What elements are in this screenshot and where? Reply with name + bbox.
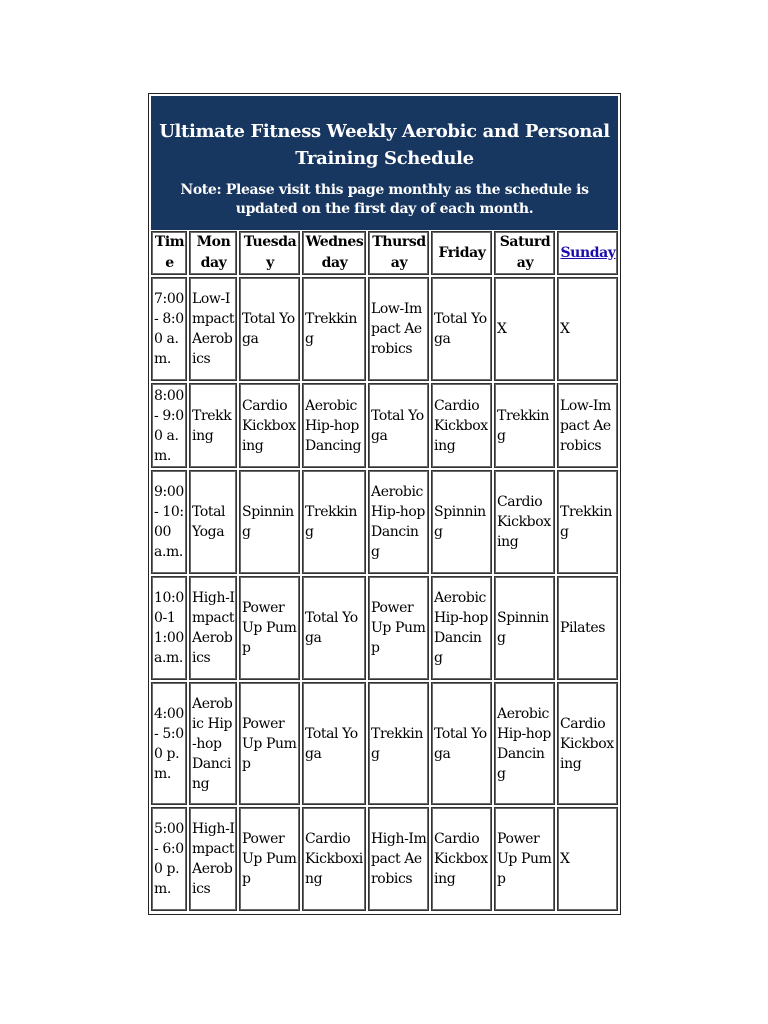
sunday-link[interactable]: Sunday xyxy=(560,244,616,261)
class-cell: Aerobic Hip-hop Dancing xyxy=(302,383,366,468)
class-cell: Trekking xyxy=(302,277,366,381)
class-cell: Aerobic Hip-hop Dancing xyxy=(189,682,237,805)
class-cell: Low-Impact Aerobics xyxy=(368,277,429,381)
class-cell: Power Up Pump xyxy=(239,682,300,805)
schedule-grid xyxy=(149,229,620,913)
class-cell: Power Up Pump xyxy=(368,576,429,680)
class-cell: Low-Impact Aerobics xyxy=(557,383,618,468)
column-header-thursday: Thursday xyxy=(368,231,429,275)
time-cell: 4:00 - 5:00 p.m. xyxy=(151,682,187,805)
class-cell: Trekking xyxy=(368,682,429,805)
class-cell: Cardio Kickboxing xyxy=(431,807,492,911)
column-header-friday: Friday xyxy=(431,231,492,275)
class-cell: Trekking xyxy=(494,383,555,468)
schedule-table xyxy=(148,93,621,915)
class-cell: Cardio Kickboxing xyxy=(302,807,366,911)
column-header-monday: Monday xyxy=(189,231,237,275)
class-cell: X xyxy=(494,277,555,381)
class-cell: Aerobic Hip-hop Dancing xyxy=(368,470,429,574)
column-header-wednesday: Wednesday xyxy=(302,231,366,275)
time-cell: 8:00 - 9:00 a.m. xyxy=(151,383,187,468)
class-cell: High-Impact Aerobics xyxy=(189,576,237,680)
class-cell: High-Impact Aerobics xyxy=(368,807,429,911)
class-cell: Pilates xyxy=(557,576,618,680)
table-row xyxy=(151,470,618,574)
class-cell: Power Up Pump xyxy=(239,807,300,911)
class-cell: High-Impact Aerobics xyxy=(189,807,237,911)
header-row xyxy=(151,231,618,275)
column-header-tuesday: Tuesday xyxy=(239,231,300,275)
class-cell: Total Yoga xyxy=(431,682,492,805)
class-cell: Aerobic Hip-hop Dancing xyxy=(494,682,555,805)
class-cell: Cardio Kickboxing xyxy=(431,383,492,468)
time-cell: 10:00-11:00 a.m. xyxy=(151,576,187,680)
class-cell: Total Yoga xyxy=(239,277,300,381)
class-cell: Total Yoga xyxy=(368,383,429,468)
class-cell: X xyxy=(557,807,618,911)
table-row xyxy=(151,383,618,468)
class-cell: Spinning xyxy=(431,470,492,574)
class-cell: X xyxy=(557,277,618,381)
time-cell: 5:00 - 6:00 p.m. xyxy=(151,807,187,911)
table-row xyxy=(151,277,618,381)
class-cell: Spinning xyxy=(494,576,555,680)
class-cell: Trekking xyxy=(557,470,618,574)
class-cell: Total Yoga xyxy=(431,277,492,381)
time-cell: 9:00 - 10:00 a.m. xyxy=(151,470,187,574)
class-cell: Power Up Pump xyxy=(494,807,555,911)
page-title: Ultimate Fitness Weekly Aerobic and Personal Training Schedule xyxy=(159,121,610,169)
class-cell: Cardio Kickboxing xyxy=(557,682,618,805)
class-cell: Total Yoga xyxy=(302,576,366,680)
table-row xyxy=(151,682,618,805)
column-header-sunday xyxy=(557,231,618,275)
class-cell: Aerobic Hip-hop Dancing xyxy=(431,576,492,680)
schedule-header xyxy=(151,96,618,230)
class-cell: Spinning xyxy=(239,470,300,574)
column-header-saturday: Saturday xyxy=(494,231,555,275)
table-row xyxy=(151,807,618,911)
class-cell: Total Yoga xyxy=(189,470,237,574)
schedule-note: Note: Please visit this page monthly as the schedule is updated on the first day of each month. xyxy=(180,182,589,217)
class-cell: Cardio Kickboxing xyxy=(239,383,300,468)
class-cell: Low-Impact Aerobics xyxy=(189,277,237,381)
class-cell: Trekking xyxy=(189,383,237,468)
class-cell: Trekking xyxy=(302,470,366,574)
class-cell: Total Yoga xyxy=(302,682,366,805)
table-row xyxy=(151,576,618,680)
time-cell: 7:00 - 8:00 a.m. xyxy=(151,277,187,381)
class-cell: Cardio Kickboxing xyxy=(494,470,555,574)
class-cell: Power Up Pump xyxy=(239,576,300,680)
column-header-time: Time xyxy=(151,231,187,275)
